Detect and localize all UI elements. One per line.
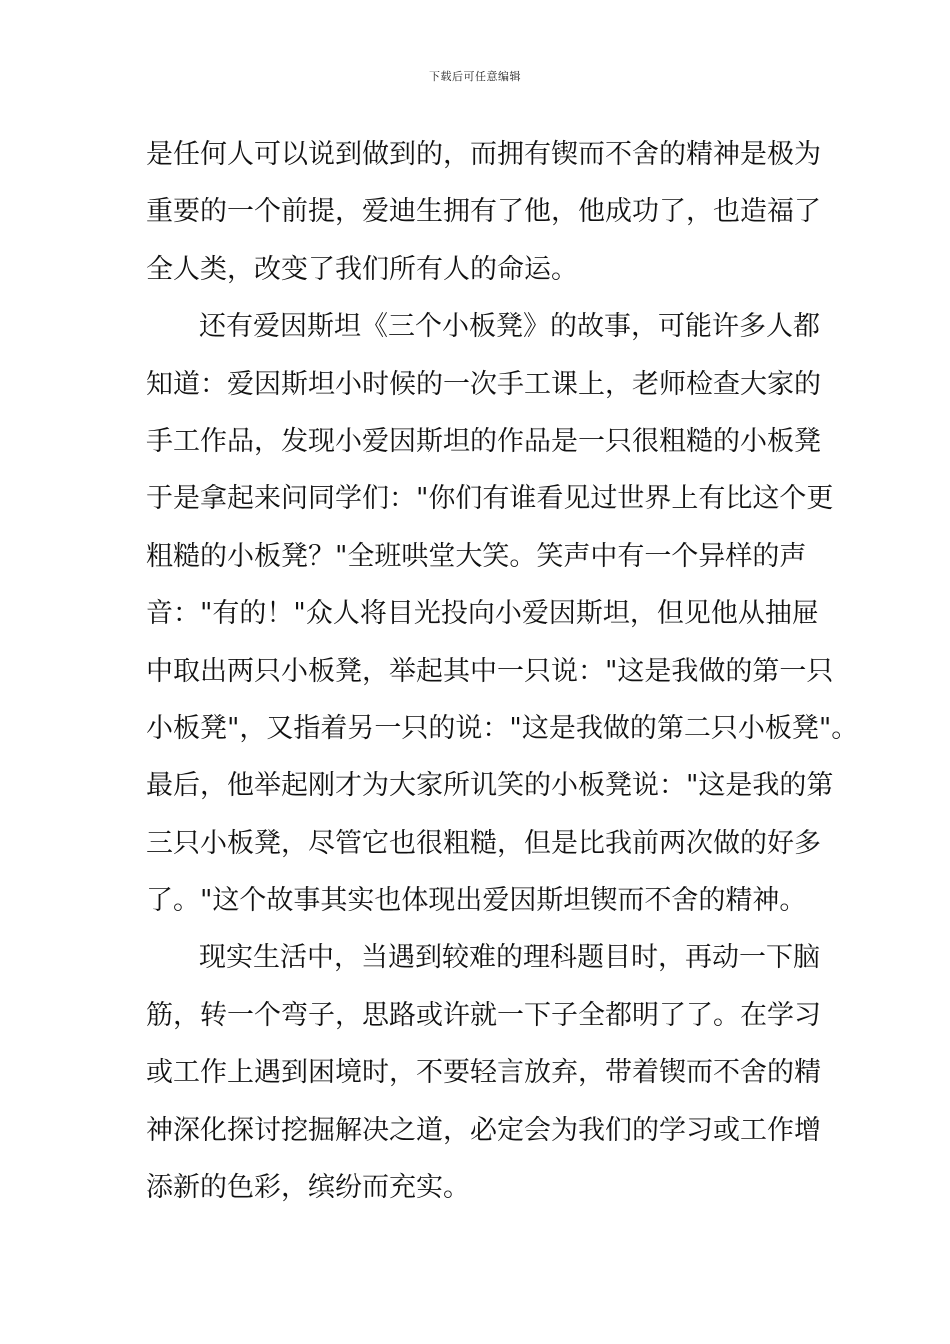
text-line: 现实生活中，当遇到较难的理科题目时，再动一下脑: [199, 942, 820, 974]
paragraph: [146, 298, 859, 929]
text-line: 了。"这个故事其实也体现出爱因斯坦锲而不舍的精神。: [146, 885, 807, 917]
page-header: 下载后可任意编辑: [429, 70, 521, 83]
text-line: 重要的一个前提，爱迪生拥有了他，他成功了，也造福了: [146, 196, 821, 228]
text-line: 最后，他举起刚才为大家所讥笑的小板凳说："这是我的第: [146, 770, 834, 802]
text-line: 音："有的！"众人将目光投向小爱因斯坦，但见他从抽屉: [146, 598, 819, 630]
text-line: 全人类，改变了我们所有人的命运。: [146, 253, 578, 285]
text-line: 或工作上遇到困境时，不要轻言放弃，带着锲而不舍的精: [146, 1057, 821, 1089]
text-line: 小板凳"，又指着另一只的说："这是我做的第二只小板凳"。: [146, 712, 859, 744]
text-line: 中取出两只小板凳，举起其中一只说："这是我做的第一只: [146, 655, 834, 687]
text-line: 粗糙的小板凳？"全班哄堂大笑。笑声中有一个异样的声: [146, 540, 807, 572]
text-line: 添新的色彩，缤纷而充实。: [146, 1172, 470, 1204]
text-line: 手工作品，发现小爱因斯坦的作品是一只很粗糙的小板凳: [146, 425, 821, 457]
text-line: 于是拿起来问同学们："你们有谁看见过世界上有比这个更: [146, 483, 834, 515]
document-body: [146, 126, 859, 1216]
paragraph: [146, 929, 836, 1216]
text-line: 是任何人可以说到做到的，而拥有锲而不舍的精神是极为: [146, 139, 821, 170]
text-line: 还有爱因斯坦《三个小板凳》的故事，可能许多人都: [199, 311, 820, 343]
text-line: 筋，转一个弯子，思路或许就一下子全都明了了。在学习: [146, 999, 821, 1031]
text-line: 神深化探讨挖掘解决之道，必定会为我们的学习或工作增: [146, 1114, 821, 1146]
text-line: 知道：爱因斯坦小时候的一次手工课上，老师检查大家的: [146, 368, 821, 400]
text-line: 三只小板凳，尽管它也很粗糙，但是比我前两次做的好多: [146, 827, 821, 859]
paragraph: [146, 126, 836, 298]
